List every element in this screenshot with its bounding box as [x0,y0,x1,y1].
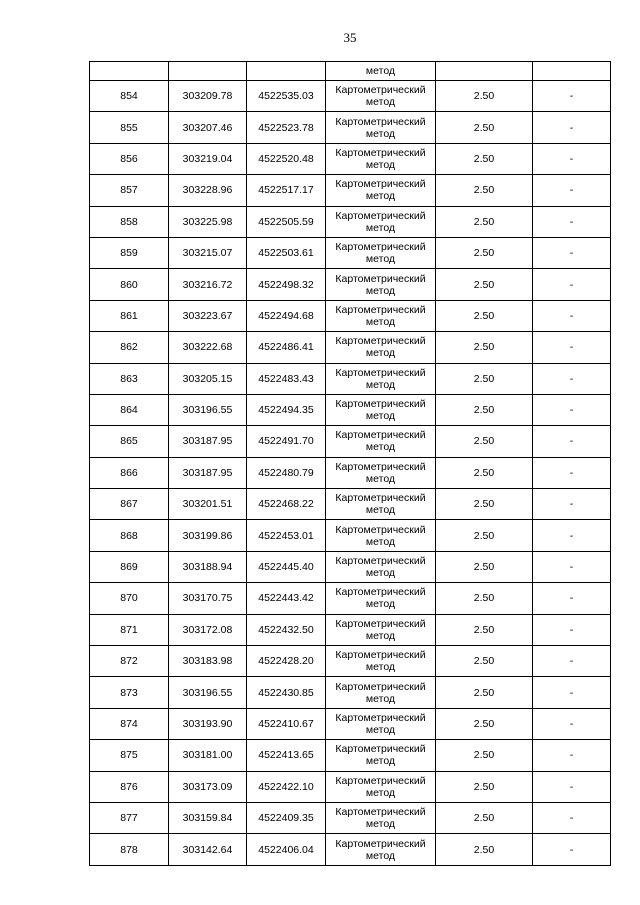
x-coordinate-cell: 303228.96 [169,175,247,206]
table-row [90,834,611,865]
method-cell: Картометрический метод [326,363,436,394]
y-coordinate-cell: 4522468.22 [247,489,326,520]
method-cell: Картометрический метод [326,300,436,331]
accuracy-cell: 2.50 [436,112,533,143]
table-row [90,143,611,174]
y-coordinate-cell: 4522505.59 [247,206,326,237]
y-coordinate-cell: 4522535.03 [247,81,326,112]
point-number-cell: 860 [90,269,169,300]
point-number-cell: 878 [90,834,169,865]
y-coordinate-cell: 4522486.41 [247,332,326,363]
point-number-cell: 859 [90,237,169,268]
y-coordinate-cell: 4522410.67 [247,708,326,739]
y-coordinate-cell: 4522413.65 [247,740,326,771]
note-cell: - [533,426,611,457]
note-cell: - [533,551,611,582]
method-cell: Картометрический метод [326,834,436,865]
note-cell: - [533,489,611,520]
accuracy-cell: 2.50 [436,457,533,488]
y-coordinate-cell: 4522523.78 [247,112,326,143]
method-cell: Картометрический метод [326,551,436,582]
x-coordinate-cell: 303142.64 [169,834,247,865]
method-cell: Картометрический метод [326,457,436,488]
x-coordinate-cell: 303187.95 [169,426,247,457]
accuracy-cell: 2.50 [436,614,533,645]
accuracy-cell: 2.50 [436,300,533,331]
x-coordinate-cell: 303201.51 [169,489,247,520]
carry-over-accuracy-cell [436,62,533,81]
point-number-cell: 854 [90,81,169,112]
point-number-cell: 857 [90,175,169,206]
method-cell: Картометрический метод [326,708,436,739]
table-row [90,551,611,582]
x-coordinate-cell: 303199.86 [169,520,247,551]
table-row [90,175,611,206]
y-coordinate-cell: 4522430.85 [247,677,326,708]
x-coordinate-cell: 303188.94 [169,551,247,582]
carry-over-x-cell [169,62,247,81]
x-coordinate-cell: 303183.98 [169,646,247,677]
note-cell: - [533,394,611,425]
accuracy-cell: 2.50 [436,551,533,582]
point-number-cell: 863 [90,363,169,394]
x-coordinate-cell: 303225.98 [169,206,247,237]
table-row [90,614,611,645]
table-row [90,206,611,237]
method-cell: Картометрический метод [326,206,436,237]
x-coordinate-cell: 303215.07 [169,237,247,268]
point-number-cell: 864 [90,394,169,425]
y-coordinate-cell: 4522498.32 [247,269,326,300]
point-number-cell: 874 [90,708,169,739]
point-number-cell: 871 [90,614,169,645]
accuracy-cell: 2.50 [436,677,533,708]
table-row [90,363,611,394]
table-row [90,489,611,520]
table-row [90,740,611,771]
y-coordinate-cell: 4522432.50 [247,614,326,645]
table-row [90,708,611,739]
x-coordinate-cell: 303196.55 [169,677,247,708]
accuracy-cell: 2.50 [436,583,533,614]
accuracy-cell: 2.50 [436,740,533,771]
accuracy-cell: 2.50 [436,269,533,300]
accuracy-cell: 2.50 [436,363,533,394]
y-coordinate-cell: 4522445.40 [247,551,326,582]
y-coordinate-cell: 4522483.43 [247,363,326,394]
table-row [90,112,611,143]
y-coordinate-cell: 4522491.70 [247,426,326,457]
method-cell: Картометрический метод [326,237,436,268]
accuracy-cell: 2.50 [436,394,533,425]
table-row [90,394,611,425]
y-coordinate-cell: 4522503.61 [247,237,326,268]
method-cell: Картометрический метод [326,677,436,708]
note-cell: - [533,583,611,614]
y-coordinate-cell: 4522422.10 [247,771,326,802]
y-coordinate-cell: 4522494.35 [247,394,326,425]
note-cell: - [533,112,611,143]
table-row [90,237,611,268]
table-body [90,62,611,866]
note-cell: - [533,646,611,677]
table-row [90,520,611,551]
y-coordinate-cell: 4522517.17 [247,175,326,206]
method-cell: Картометрический метод [326,771,436,802]
x-coordinate-cell: 303216.72 [169,269,247,300]
point-number-cell: 877 [90,802,169,833]
note-cell: - [533,708,611,739]
note-cell: - [533,332,611,363]
coordinates-table [89,61,611,866]
point-number-cell: 868 [90,520,169,551]
table-row [90,802,611,833]
accuracy-cell: 2.50 [436,143,533,174]
point-number-cell: 865 [90,426,169,457]
note-cell: - [533,802,611,833]
accuracy-cell: 2.50 [436,81,533,112]
method-cell: Картометрический метод [326,81,436,112]
y-coordinate-cell: 4522409.35 [247,802,326,833]
point-number-cell: 866 [90,457,169,488]
x-coordinate-cell: 303173.09 [169,771,247,802]
method-cell: Картометрический метод [326,332,436,363]
point-number-cell: 862 [90,332,169,363]
point-number-cell: 869 [90,551,169,582]
method-cell: Картометрический метод [326,583,436,614]
x-coordinate-cell: 303187.95 [169,457,247,488]
note-cell: - [533,614,611,645]
carry-over-y-cell [247,62,326,81]
x-coordinate-cell: 303209.78 [169,81,247,112]
point-number-cell: 875 [90,740,169,771]
y-coordinate-cell: 4522406.04 [247,834,326,865]
carry-over-num-cell [90,62,169,81]
note-cell: - [533,363,611,394]
y-coordinate-cell: 4522453.01 [247,520,326,551]
accuracy-cell: 2.50 [436,206,533,237]
x-coordinate-cell: 303196.55 [169,394,247,425]
point-number-cell: 861 [90,300,169,331]
method-cell: Картометрический метод [326,112,436,143]
point-number-cell: 876 [90,771,169,802]
carry-over-method-cell: метод [326,62,436,81]
x-coordinate-cell: 303170.75 [169,583,247,614]
x-coordinate-cell: 303172.08 [169,614,247,645]
point-number-cell: 873 [90,677,169,708]
y-coordinate-cell: 4522494.68 [247,300,326,331]
table-row [90,457,611,488]
accuracy-cell: 2.50 [436,834,533,865]
note-cell: - [533,457,611,488]
method-cell: Картометрический метод [326,646,436,677]
y-coordinate-cell: 4522520.48 [247,143,326,174]
table-row [90,771,611,802]
accuracy-cell: 2.50 [436,708,533,739]
x-coordinate-cell: 303159.84 [169,802,247,833]
accuracy-cell: 2.50 [436,175,533,206]
method-cell: Картометрический метод [326,614,436,645]
method-cell: Картометрический метод [326,175,436,206]
carry-over-row [90,62,611,81]
method-cell: Картометрический метод [326,394,436,425]
accuracy-cell: 2.50 [436,237,533,268]
table-row [90,426,611,457]
note-cell: - [533,206,611,237]
note-cell: - [533,175,611,206]
note-cell: - [533,834,611,865]
table-row [90,332,611,363]
note-cell: - [533,677,611,708]
point-number-cell: 855 [90,112,169,143]
note-cell: - [533,771,611,802]
method-cell: Картометрический метод [326,143,436,174]
table-row [90,583,611,614]
table-row [90,677,611,708]
table-row [90,81,611,112]
carry-over-note-cell [533,62,611,81]
x-coordinate-cell: 303222.68 [169,332,247,363]
x-coordinate-cell: 303219.04 [169,143,247,174]
table-row [90,269,611,300]
method-cell: Картометрический метод [326,269,436,300]
accuracy-cell: 2.50 [436,332,533,363]
point-number-cell: 867 [90,489,169,520]
note-cell: - [533,269,611,300]
note-cell: - [533,740,611,771]
method-cell: Картометрический метод [326,489,436,520]
x-coordinate-cell: 303223.67 [169,300,247,331]
accuracy-cell: 2.50 [436,802,533,833]
accuracy-cell: 2.50 [436,489,533,520]
accuracy-cell: 2.50 [436,646,533,677]
method-cell: Картометрический метод [326,426,436,457]
note-cell: - [533,300,611,331]
table-row [90,646,611,677]
page-number: 35 [343,30,357,45]
note-cell: - [533,520,611,551]
x-coordinate-cell: 303207.46 [169,112,247,143]
y-coordinate-cell: 4522443.42 [247,583,326,614]
point-number-cell: 872 [90,646,169,677]
y-coordinate-cell: 4522480.79 [247,457,326,488]
x-coordinate-cell: 303181.00 [169,740,247,771]
accuracy-cell: 2.50 [436,771,533,802]
x-coordinate-cell: 303193.90 [169,708,247,739]
note-cell: - [533,237,611,268]
point-number-cell: 858 [90,206,169,237]
method-cell: Картометрический метод [326,740,436,771]
method-cell: Картометрический метод [326,520,436,551]
point-number-cell: 856 [90,143,169,174]
table-row [90,300,611,331]
note-cell: - [533,81,611,112]
y-coordinate-cell: 4522428.20 [247,646,326,677]
note-cell: - [533,143,611,174]
method-cell: Картометрический метод [326,802,436,833]
accuracy-cell: 2.50 [436,520,533,551]
accuracy-cell: 2.50 [436,426,533,457]
x-coordinate-cell: 303205.15 [169,363,247,394]
point-number-cell: 870 [90,583,169,614]
